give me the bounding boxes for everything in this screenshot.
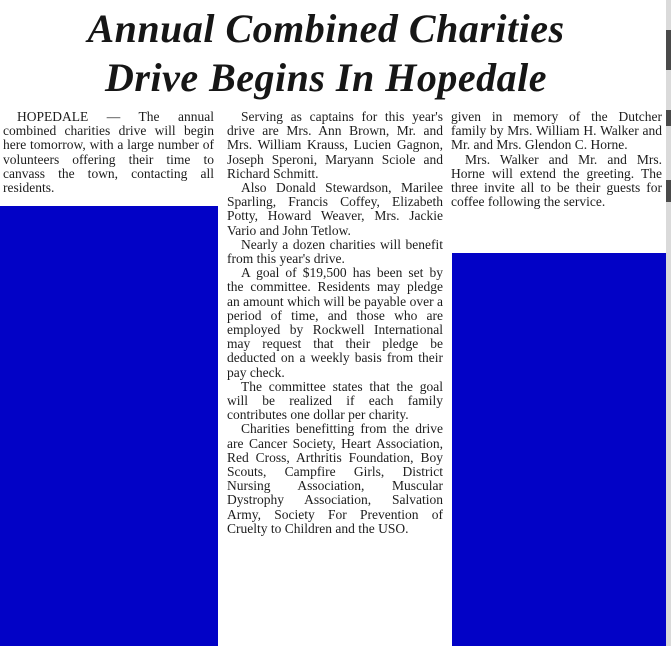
redaction-block-right: [452, 253, 671, 646]
redaction-block-left: [0, 206, 218, 646]
headline-line-1: Annual Combined Charities: [87, 6, 565, 51]
page-edge-mark: [666, 110, 671, 126]
paragraph: A goal of $19,500 has been set by the committee. Residents may pledge an amount which will be payable over a period of time, and those who are employed by Rockwell International may request that their pledge be deducted on a weekly basis from their pay check.: [227, 265, 443, 380]
page-edge: [666, 0, 671, 646]
paragraph: Also Donald Stewardson, Marilee Sparling, Francis Coffey, Elizabeth Potty, Howard Weaver, Mrs. Jackie Vario and John Tetlow.: [227, 180, 443, 238]
paragraph: Mrs. Walker and Mr. and Mrs. Horne will extend the greeting. The three invite all to be their guests for coffee following the service.: [451, 151, 662, 210]
article-column-3: [451, 110, 662, 209]
paragraph: Charities benefitting from the drive are Cancer Society, Heart Association, Red Cross, Arthritis Foundation, Boy Scouts, Campfire Girls, District Nursing Association, Muscular Dystrophy Association, Salvation Army, Society For Prevention of Cruelty to Children and the USO.: [227, 421, 443, 536]
page-edge-mark: [666, 180, 671, 202]
article-headline: [0, 4, 652, 102]
headline-line-2: Drive Begins In Hopedale: [105, 55, 547, 100]
paragraph: HOPEDALE — The annual combined charities drive will begin here tomorrow, with a large number of volunteers offering their time to canvass the town, contacting all residents.: [3, 109, 214, 196]
article-column-1: [3, 110, 214, 195]
article-column-2: [227, 110, 443, 536]
paragraph: The committee states that the goal will be realized if each family contributes one dollar per charity.: [227, 378, 443, 423]
paragraph: given in memory of the Dutcher family by Mrs. William H. Walker and Mr. and Mrs. Glendon C. Horne.: [451, 109, 662, 153]
page-edge-mark: [666, 30, 671, 70]
paragraph: Serving as captains for this year's drive are Mrs. Ann Brown, Mr. and Mrs. William Krauss, Lucien Gagnon, Joseph Speroni, Maryann Sciole and Richard Schmitt.: [227, 109, 443, 181]
paragraph: Nearly a dozen charities will benefit from this year's drive.: [227, 236, 443, 267]
